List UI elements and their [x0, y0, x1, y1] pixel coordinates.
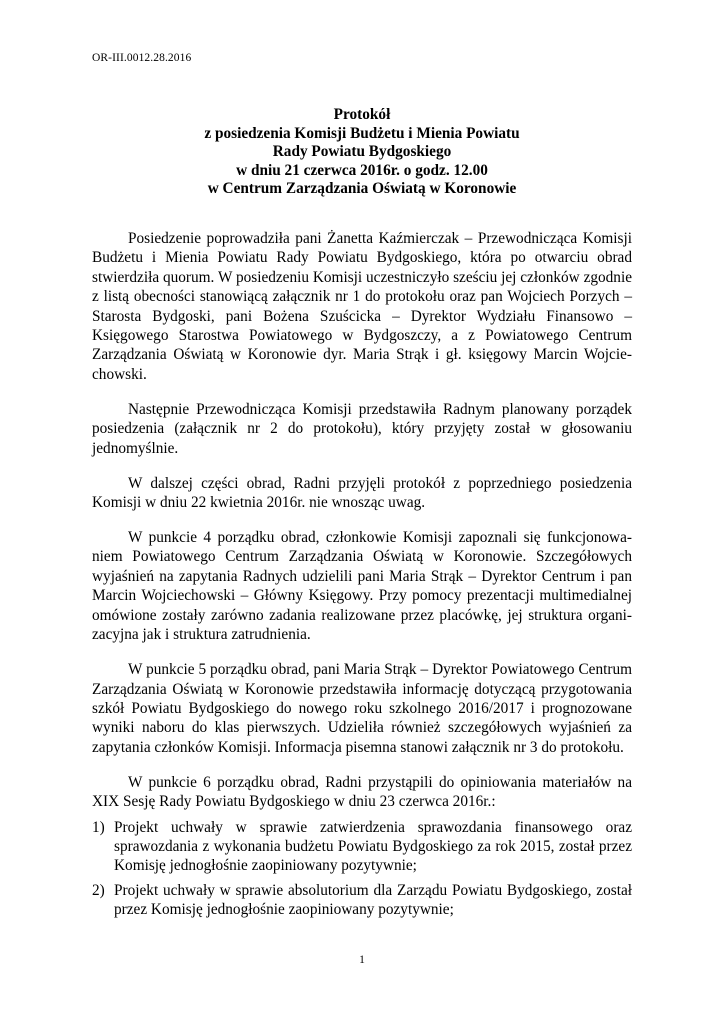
- title-line: z posiedzenia Komisji Budżetu i Mienia Powiatu: [204, 124, 520, 142]
- list-item: [92, 881, 632, 920]
- document-body: [92, 229, 632, 925]
- title-line: w Centrum Zarządzania Oświatą w Koronowie: [207, 180, 517, 198]
- paragraph-point-6: W punkcie 6 porządku obrad, Radni przystąpili do opiniowania materiałów na XIX Sesję Rady Powiatu Bydgoskiego w dniu 23 czerwca 2016r.:: [92, 773, 632, 811]
- document-reference-number: OR-III.0012.28.2016: [92, 52, 192, 64]
- title-line: Rady Powiatu Bydgoskiego: [272, 143, 452, 161]
- paragraph-previous-minutes: W dalszej części obrad, Radni przyjęli protokół z poprzedniego posiedzenia Komisji w dniu 22 kwietnia 2016r. nie wnosząc uwag.: [92, 474, 632, 512]
- list-item-text: Projekt uchwały w sprawie zatwierdzenia sprawozdania finansowego oraz sprawozdania z wykonania budżetu Powiatu Bydgoskiego za rok 2015, został przez Komisję jednogłośnie zaopiniowany pozytywnie;: [114, 818, 632, 875]
- paragraph-point-5: W punkcie 5 porządku obrad, pani Maria Strąk – Dyrektor Powiatowego Centrum Zarządzania Oświatą w Koronowie przedstawiła informację dotyczącą przygotowania szkół Powiatu Bydgoskiego do nowego roku szkolnego 2016/2017 i prognozowane wyniki naboru do klas pierwszych. Udzieliła również szczegółowych wyjaśnień za zapytania członków Komisji. Informacja pisemna stanowi załącznik nr 3 do protokołu.: [92, 661, 632, 756]
- list-item: [92, 818, 632, 876]
- list-item-number: 2): [92, 881, 105, 899]
- title-line: Protokół: [333, 106, 391, 123]
- page-number: 1: [359, 954, 365, 966]
- paragraph-opening: Posiedzenie poprowadziła pani Żanetta Kaźmierczak – Przewodnicząca Komisji Budżetu i Mienia Powiatu Rady Powiatu Bydgoskiego, która po otwarciu obrad stwierdziła quorum. W posiedzeniu Komisji uczestniczyło sześciu jej członków zgodnie z listą obecności stanowiącą załącznik nr 1 do protokołu oraz pan Wojciech Porzych – Starosta Bydgoski, pani Bożena Szuścicka – Dyrektor Wydziału Finansowo – Księgowego Starostwa Powiatowego w Bydgoszczy, a z Powiatowego Centrum Zarządzania Oświatą w Koronowie dyr. Maria Strąk i gł. księgowy Marcin Wojciechowski.: [92, 230, 632, 383]
- list-item-number: 1): [92, 818, 105, 836]
- paragraph-agenda: Następnie Przewodnicząca Komisji przedstawiła Radnym planowany porządek posiedzenia (załącznik nr 2 do protokołu), który przyjęty został w głosowaniu jednomyślnie.: [92, 400, 632, 457]
- paragraph-point-4: W punkcie 4 porządku obrad, członkowie Komisji zapoznali się funkcjonowaniem Powiatowego Centrum Zarządzania Oświatą w Koronowie. Szczegółowych wyjaśnień na zapytania Radnych udzielili pani Maria Strąk – Dyrektor Centrum i pan Marcin Wojciechowski – Główny Księgowy. Przy pomocy prezentacji multimedialnej omówione zostały zarówno zadania realizowane przez placówkę, jej struktura organizacyjna jak i struktura zatrudnienia.: [92, 529, 632, 644]
- document-title: [92, 106, 632, 199]
- resolution-list: [92, 818, 632, 920]
- title-line: w dniu 21 czerwca 2016r. o godz. 12.00: [236, 161, 488, 179]
- list-item-text: Projekt uchwały w sprawie absolutorium dla Zarządu Powiatu Bydgoskiego, został przez Komisję jednogłośnie zaopiniowany pozytywnie;: [114, 881, 632, 919]
